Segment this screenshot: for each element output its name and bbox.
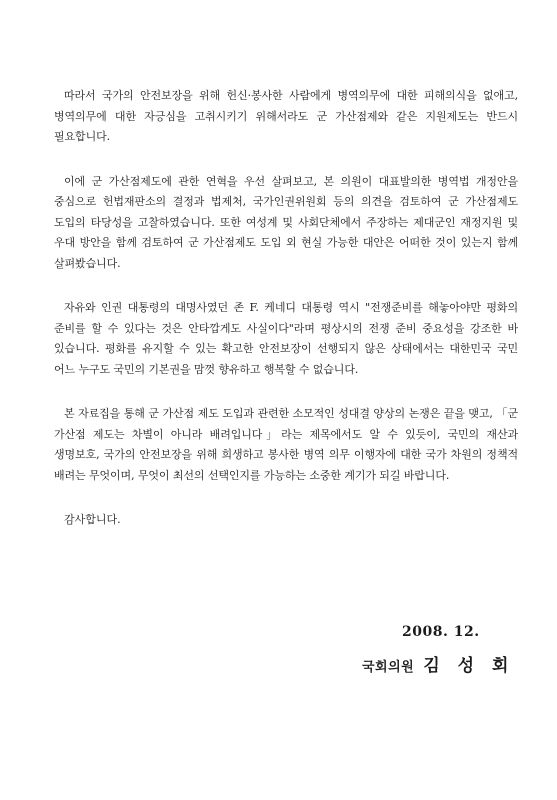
letter-body — [54, 86, 518, 531]
closing-line: 감사합니다. — [64, 513, 121, 526]
signature-title: 국회의원 — [362, 660, 415, 675]
document-date: 2008. 12. — [402, 624, 480, 640]
paragraph-4: 본 자료집을 통해 군 가산점 제도 도입과 관련한 소모적인 성대결 양상의 논쟁은 끝을 맺고, 「군 가산점 제도는 차별이 아니라 배려입니다」라는 제목에서도 알 수 있듯이, 국민의 재산과 생명보호, 국가의 안전보장을 위해 희생하고 봉사한 병역 의무 이행자에 대한 국가 차원의 정책적 배려는 무엇이며, 무엇이 최선의 선택인지를 가능하는 소중한 계기가 되길 바랍니다. — [54, 407, 518, 482]
signature-name: 김 성 회 — [423, 656, 515, 676]
paragraph-3: 자유와 인권 대통령의 대명사였던 존 F. 케네디 대통령 역시 "전쟁준비를 해놓아야만 평화의 준비를 할 수 있다는 것은 안타깝게도 사실이다"라며 평상시의 전쟁 준비 중요성을 강조한 바 있습니다. 평화를 유지할 수 있는 확고한 안전보장이 선행되지 않은 상태에서는 대한민국 국민 어느 누구도 국민의 기본권을 맘껏 향유하고 행복할 수 없습니다. — [54, 301, 518, 376]
signature-block — [362, 651, 514, 676]
paragraph-2: 이에 군 가산점제도에 관한 연혁을 우선 살펴보고, 본 의원이 대표발의한 병역법 개정안을 중심으로 헌법재판소의 결정과 법제처, 국가인권위원회 등의 의견을 검토하여 군 가산점제도 도입의 타당성을 고찰하였습니다. 또한 여성계 및 사회단체에서 주장하는 제대군인 재정지원 및 우대 방안을 함께 검토하여 군 가산점제도 도입 외 현실 가능한 대안은 어떠한 것이 있는지 함께 살펴봤습니다. — [54, 174, 518, 270]
paragraph-1: 따라서 국가의 안전보장을 위해 헌신·봉사한 사람에게 병역의무에 대한 피해의식을 없애고, 병역의무에 대한 자긍심을 고취시키기 위해서라도 군 가산점제와 같은 지원제도는 반드시 필요합니다. — [54, 89, 518, 143]
